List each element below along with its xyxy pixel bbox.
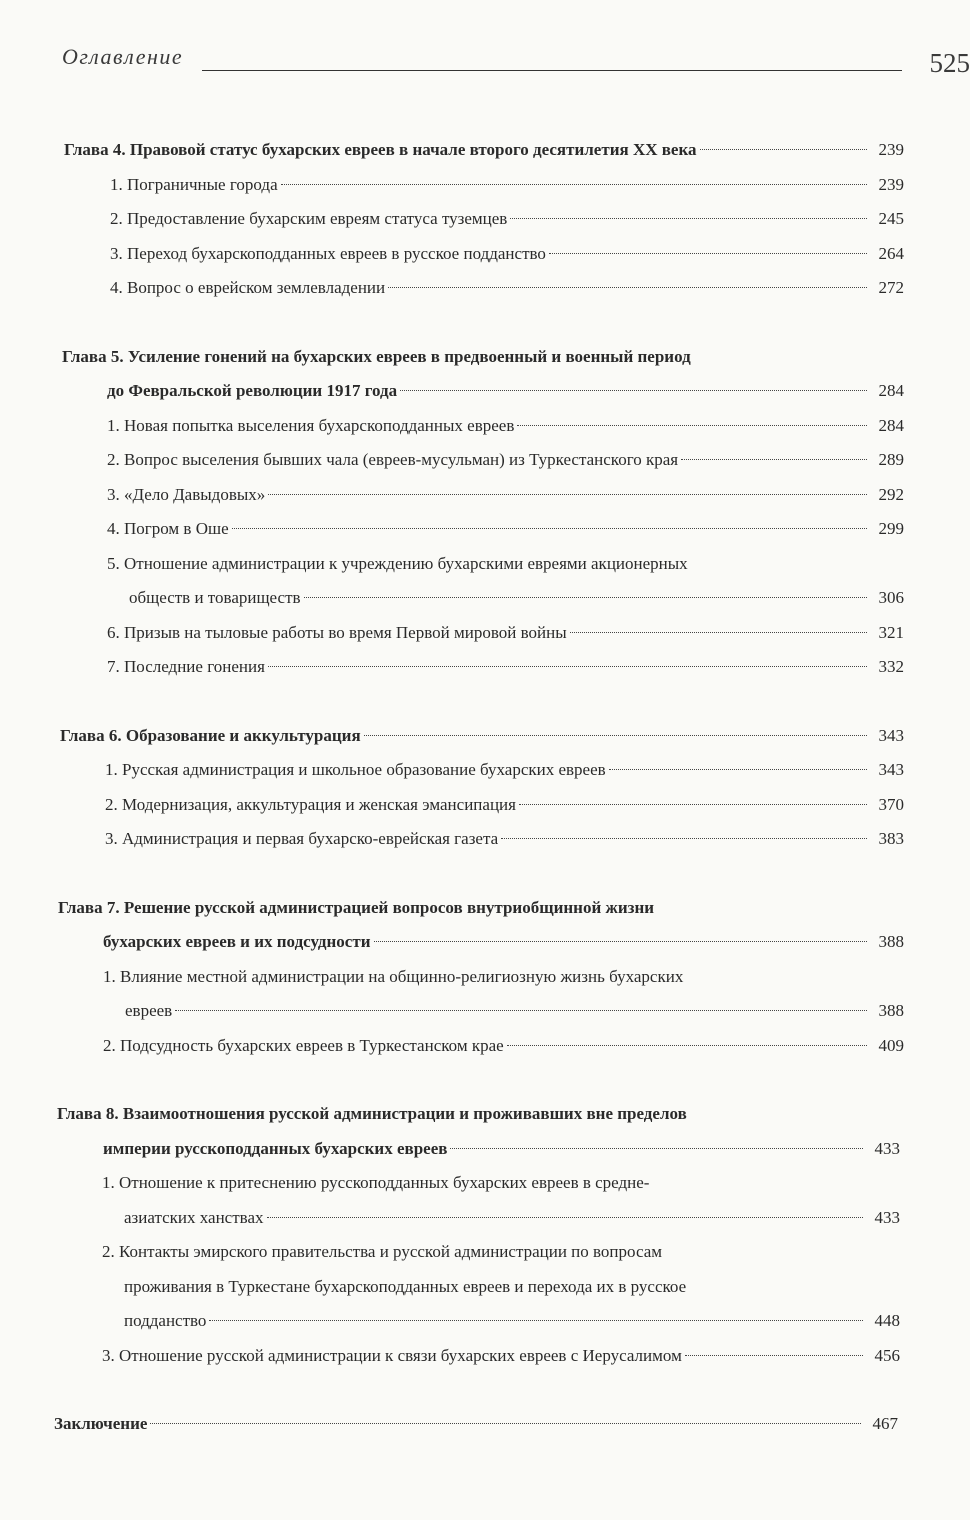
toc-item-text-line: обществ и товариществ <box>129 588 301 607</box>
dot-leader <box>364 735 867 736</box>
chapter-5 <box>0 340 964 685</box>
toc-item[interactable] <box>110 237 904 272</box>
chapter-title-line: бухарских евреев и их подсудности <box>103 932 371 951</box>
page-ref: 332 <box>878 657 904 676</box>
chapter-title-line: до Февральской революции 1917 года <box>107 381 398 400</box>
dot-leader <box>150 1423 861 1424</box>
toc-item[interactable] <box>107 650 904 685</box>
page-ref: 388 <box>878 1001 904 1020</box>
table-of-contents <box>0 133 964 1442</box>
toc-item-text: 4. Погром в Оше <box>107 519 229 538</box>
dot-leader <box>609 769 867 770</box>
spacer <box>0 685 964 719</box>
toc-item[interactable] <box>107 443 904 478</box>
conclusion-entry[interactable] <box>54 1407 898 1442</box>
toc-item-text: 3. Переход бухарскоподданных евреев в русское подданство <box>110 243 546 263</box>
spacer <box>0 1063 964 1097</box>
chapter-title: Глава 6. Образование и аккультурация <box>60 725 361 745</box>
toc-item-text-line: азиатских ханствах <box>124 1207 264 1227</box>
toc-item[interactable] <box>102 1166 900 1235</box>
dot-leader <box>209 1320 863 1321</box>
dot-leader <box>388 287 867 288</box>
chapter-title-line: Глава 7. Решение русской администрацией вопросов внутриобщинной жизни <box>58 897 655 917</box>
dot-leader <box>519 804 867 805</box>
toc-item[interactable] <box>110 168 904 203</box>
dot-leader <box>549 253 867 254</box>
page-ref: 383 <box>878 829 904 848</box>
page-ref: 456 <box>874 1345 900 1365</box>
chapter-4 <box>0 133 964 306</box>
toc-item[interactable] <box>107 512 904 547</box>
page-ref: 306 <box>878 588 904 607</box>
toc-item-text: 2. Модернизация, аккультурация и женская эмансипация <box>105 794 516 814</box>
dot-leader <box>374 941 867 942</box>
page-ref: 370 <box>878 794 904 814</box>
toc-item-text-line: подданство <box>124 1311 207 1330</box>
page-ref: 299 <box>878 519 904 538</box>
running-header-title: Оглавление <box>62 44 184 69</box>
toc-item-text: 2. Вопрос выселения бывших чала (евреев-мусульман) из Туркестанского края <box>107 450 679 469</box>
toc-item-text: 1. Пограничные города <box>110 174 278 194</box>
page-ref: 433 <box>874 1138 900 1158</box>
toc-item-text: 3. «Дело Давыдовых» <box>107 484 266 504</box>
toc-item[interactable] <box>103 1029 904 1064</box>
page-ref: 433 <box>874 1207 900 1227</box>
chapter-title-line: Глава 5. Усиление гонений на бухарских евреев в предвоенный и военный период <box>62 346 691 366</box>
page-ref: 343 <box>878 760 904 779</box>
toc-item-text: 1. Русская администрация и школьное образование бухарских евреев <box>105 760 606 779</box>
dot-leader <box>304 597 867 598</box>
toc-item[interactable] <box>107 409 904 444</box>
toc-item-text: 3. Администрация и первая бухарско-еврейская газета <box>105 829 499 848</box>
page-number: 525 <box>929 48 970 78</box>
spacer <box>0 306 964 340</box>
toc-item-text-line: евреев <box>125 1001 173 1020</box>
dot-leader <box>232 528 867 529</box>
page-ref: 284 <box>878 415 904 435</box>
toc-item-text: 7. Последние гонения <box>107 657 265 676</box>
page-ref: 289 <box>878 450 904 469</box>
toc-item-text-line: 1. Влияние местной администрации на общинно-религиозную жизнь бухарских <box>103 966 684 986</box>
page-ref: 448 <box>874 1311 900 1330</box>
page-ref: 409 <box>878 1035 904 1055</box>
dot-leader <box>267 1217 864 1218</box>
toc-item[interactable] <box>105 753 904 788</box>
chapter-8-heading[interactable] <box>57 1097 900 1166</box>
dot-leader <box>570 632 867 633</box>
dot-leader <box>517 425 867 426</box>
dot-leader <box>400 390 867 391</box>
toc-item[interactable] <box>107 616 904 651</box>
toc-item[interactable] <box>103 960 904 1029</box>
chapter-6 <box>0 719 964 857</box>
toc-item[interactable] <box>105 822 904 857</box>
page-ref: 388 <box>878 932 904 951</box>
chapter-8 <box>0 1097 964 1373</box>
running-header <box>62 40 970 80</box>
chapter-4-heading[interactable] <box>64 133 904 168</box>
toc-item[interactable] <box>102 1235 900 1339</box>
dot-leader <box>268 666 867 667</box>
page-ref: 467 <box>872 1414 898 1433</box>
chapter-title-line: империи русскоподданных бухарских евреев <box>103 1138 448 1158</box>
dot-leader <box>450 1148 863 1149</box>
conclusion-title: Заключение <box>54 1414 148 1433</box>
toc-item-text-line: 5. Отношение администрации к учреждению бухарскими евреями акционерных <box>107 553 688 573</box>
toc-item[interactable] <box>105 788 904 823</box>
header-rule <box>202 70 902 71</box>
toc-item-text-line: 1. Отношение к притеснению русскоподданных бухарских евреев в средне- <box>102 1173 650 1192</box>
dot-leader <box>175 1010 867 1011</box>
chapter-6-heading[interactable] <box>60 719 904 754</box>
chapter-7 <box>0 891 964 1064</box>
toc-item-text-line: проживания в Туркестане бухарскоподданных евреев и перехода их в русское <box>124 1276 687 1296</box>
toc-item-text-line: 2. Контакты эмирского правительства и русской администрации по вопросам <box>102 1242 663 1261</box>
page-ref: 321 <box>878 622 904 642</box>
dot-leader <box>681 459 867 460</box>
spacer <box>0 1373 964 1407</box>
toc-item[interactable] <box>107 547 904 616</box>
page-ref: 272 <box>878 278 904 297</box>
dot-leader <box>281 184 867 185</box>
spacer <box>0 857 964 891</box>
toc-item-text: 2. Подсудность бухарских евреев в Туркестанском крае <box>103 1035 504 1055</box>
chapter-title-line: Глава 8. Взаимоотношения русской администрации и проживавших вне пределов <box>57 1104 687 1123</box>
dot-leader <box>501 838 867 839</box>
chapter-7-heading[interactable] <box>58 891 904 960</box>
page-ref: 284 <box>878 381 904 400</box>
toc-item-text: 4. Вопрос о еврейском землевладении <box>110 278 386 297</box>
toc-item-text: 6. Призыв на тыловые работы во время Первой мировой войны <box>107 622 567 642</box>
toc-item[interactable] <box>110 271 904 306</box>
page-ref: 343 <box>878 725 904 745</box>
page-ref: 239 <box>878 174 904 194</box>
dot-leader <box>507 1045 867 1046</box>
toc-item-text: 3. Отношение русской администрации к связи бухарских евреев с Иерусалимом <box>102 1345 682 1365</box>
dot-leader <box>700 149 867 150</box>
chapter-title: Глава 4. Правовой статус бухарских евреев в начале второго десятилетия XX века <box>64 140 697 159</box>
page-ref: 264 <box>878 243 904 263</box>
dot-leader <box>268 494 867 495</box>
page-ref: 292 <box>878 484 904 504</box>
toc-item[interactable] <box>107 478 904 513</box>
page-ref: 245 <box>878 209 904 228</box>
dot-leader <box>510 218 867 219</box>
toc-item[interactable] <box>110 202 904 237</box>
page-ref: 239 <box>878 140 904 159</box>
toc-item-text: 1. Новая попытка выселения бухарскоподданных евреев <box>107 415 515 435</box>
toc-item[interactable] <box>102 1339 900 1374</box>
dot-leader <box>685 1355 863 1356</box>
toc-item-text: 2. Предоставление бухарским евреям статуса туземцев <box>110 209 508 228</box>
chapter-5-heading[interactable] <box>62 340 904 409</box>
